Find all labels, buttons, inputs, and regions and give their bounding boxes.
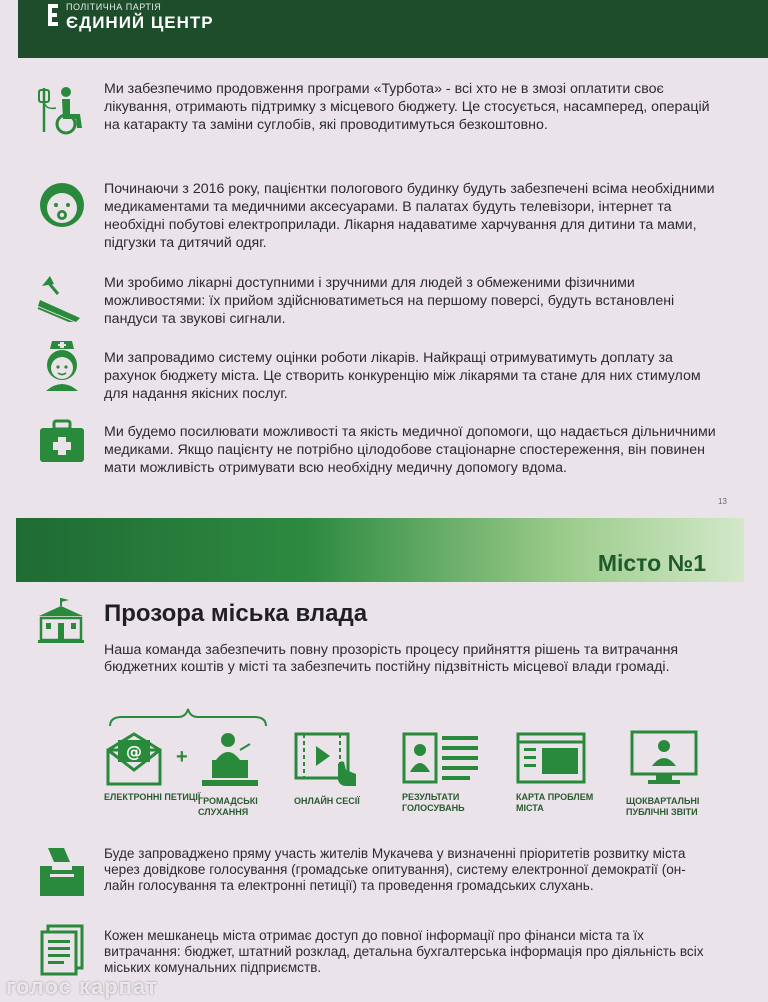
health-item-text: Починаючи з 2016 року, пацієнтки пологового будинку будуть забезпечені всіма необхідними медикаментами та медичними аксесуарами. В палатах будуть телевізори, інтернет та необхідні побутові електроприлади. Лікарня надаватиме харчування для дитини та мами, підгузки та дитячий одяг. <box>104 181 715 251</box>
nurse-icon <box>36 339 88 391</box>
wheelchair-iv-icon <box>36 84 88 136</box>
feature-quarterly-reports <box>626 730 726 818</box>
transparency-item-text: Кожен мешканець міста отримає доступ до повної інформації про фінанси міста та їх витрачання: бюджет, штатний розклад, детальна бухгалтерська інформація про діяльність всіх міських комунальних підприємств. <box>104 928 704 975</box>
curly-brace-icon <box>108 706 268 728</box>
brand <box>66 2 214 33</box>
feature-online-sessions <box>294 730 394 807</box>
health-item-text: Ми будемо посилювати можливості та якість медичної допомоги, що надається дільничними медиками. Якщо пацієнту не потрібно цілодобове стаціонарне спостереження, він повинен мати можливість отримувати всю необхідну медичну допомогу вдома. <box>104 424 716 476</box>
page-number: 13 <box>718 497 727 506</box>
feature-e-petitions <box>104 730 204 803</box>
feature-label: ОНЛАЙН СЕСІЇ <box>294 796 360 806</box>
feature-label: ЩОКВАРТАЛЬНІ ПУБЛІЧНІ ЗВІТИ <box>626 796 700 817</box>
feature-label: РЕЗУЛЬТАТИ ГОЛОСУВАНЬ <box>402 792 465 813</box>
vote-results-icon <box>402 730 482 786</box>
feature-label: ГРОМАДСЬКІ СЛУХАННЯ <box>198 796 258 817</box>
envelope-at-icon <box>104 730 164 786</box>
problem-map-icon <box>516 730 588 786</box>
medical-kit-icon <box>36 415 88 467</box>
header-bar <box>18 0 768 58</box>
band-title: Місто №1 <box>597 550 706 576</box>
watermark: голос карпат <box>6 974 158 999</box>
section-intro: Наша команда забезпечить повну прозорість процесу прийняття рішень та витрачання бюджетних коштів у місті та забезпечить постійну підзвітність місцевої влади громаді. <box>104 642 679 675</box>
feature-label: ЕЛЕКТРОННІ ПЕТИЦІЇ <box>104 792 201 802</box>
city-hall-icon <box>36 596 86 644</box>
brand-name: ЄДИНИЙ ЦЕНТР <box>66 13 214 32</box>
svg-text:@: @ <box>126 742 142 761</box>
transparency-item-text: Буде запроваджено пряму участь жителів Мукачева у визначенні пріоритетів розвитку міста через довідкове голосування (громадське опитування), систему електронної демократії (он-лайн голосування та електронні петиції) та проведення громадських слухань. <box>104 846 686 893</box>
health-item-text: Ми запровадимо систему оцінки роботи лікарів. Найкращі отримуватимуть доплату за рахунок бюджету міста. Це створить конкуренцію між лікарями та стане для них стимулом для надання якісних послуг. <box>104 350 701 402</box>
party-logo-icon <box>46 2 60 28</box>
report-screen-icon <box>626 730 700 790</box>
feature-public-hearings <box>198 730 298 818</box>
speaker-podium-icon <box>198 730 264 790</box>
section-title: Прозора міська влада <box>104 600 368 627</box>
feature-label: КАРТА ПРОБЛЕМ МІСТА <box>516 792 594 813</box>
plus-sign: + <box>176 746 188 768</box>
feature-problem-map <box>516 730 616 814</box>
section-band <box>16 518 744 582</box>
brand-subtitle: ПОЛІТИЧНА ПАРТІЯ <box>66 2 162 12</box>
health-item-text: Ми зробимо лікарні доступними і зручними для людей з обмеженими фізичними можливостями: їх прийом здійснюватиметься на першому поверсі, будуть встановлені пандуси та звукові сигнали. <box>104 275 675 327</box>
baby-icon <box>36 178 88 230</box>
video-play-icon <box>294 730 364 790</box>
feature-voting-results <box>402 730 502 814</box>
health-item-text: Ми забезпечимо продовження програми «Турбота» - всі хто не в змозі оплатити своє лікування, отримають підтримку з місцевого бюджету. Це стосується, насамперед, операцій на катаракту та заміни суглобів, які проводитимуться безкоштовно. <box>104 81 710 133</box>
ballot-box-icon <box>36 846 88 898</box>
documents-icon <box>36 924 88 976</box>
ramp-icon <box>36 270 88 322</box>
